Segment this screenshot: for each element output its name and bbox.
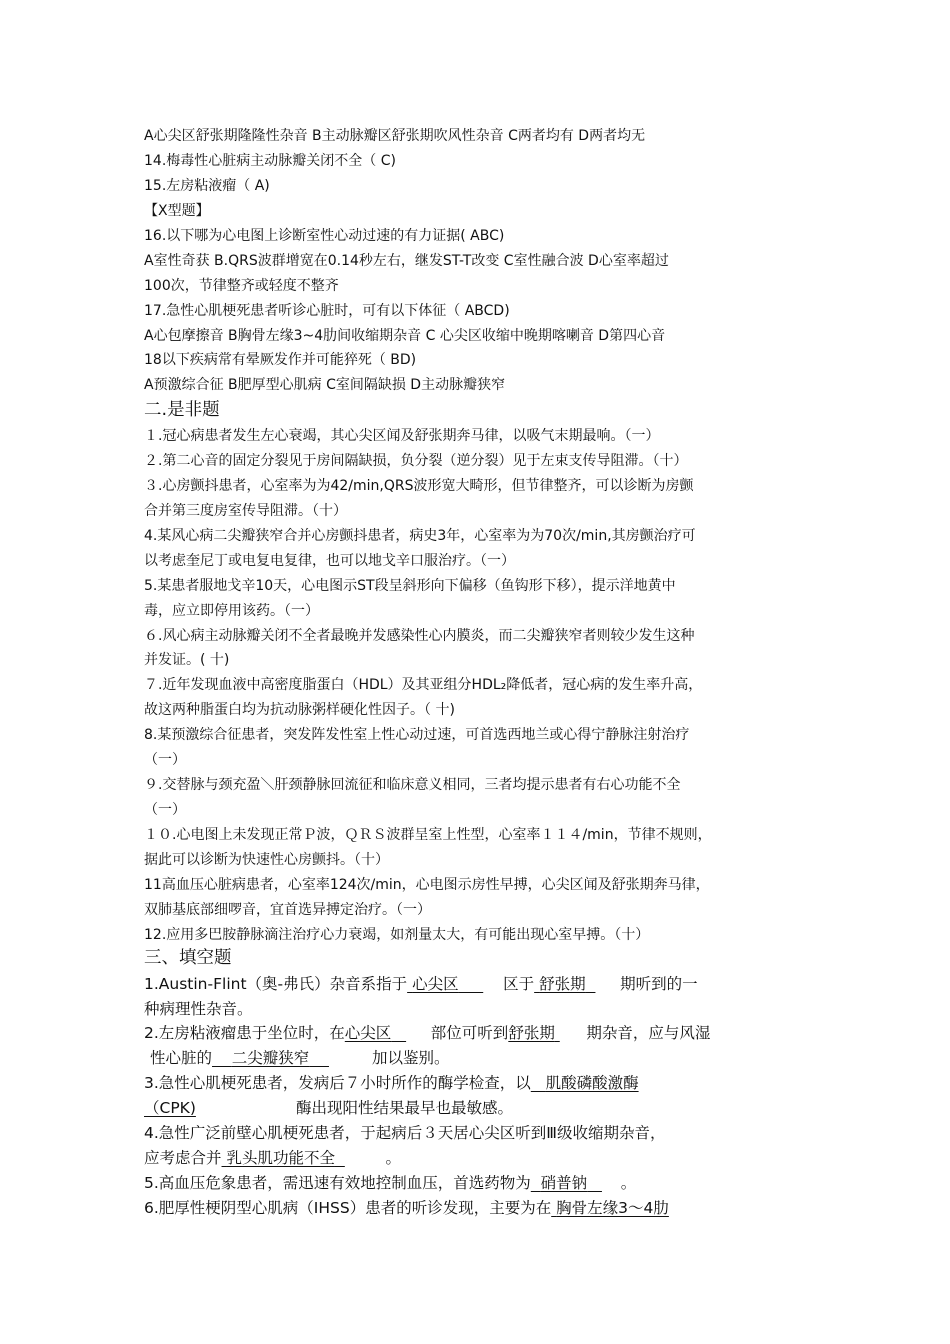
tf-line: 毒，应立即停用该药。（一） (144, 603, 319, 619)
fill-q6: 6.肥厚性梗阴型心肌病（IHSS）患者的听诊发现，主要为在 胸骨左缘3～4肋 (144, 1199, 669, 1217)
q14: 14.梅毒性心脏病主动脉瓣关闭不全（ C) (144, 153, 396, 169)
q17-options: A心包摩擦音 B胸骨左缘3~4肋间收缩期杂音 C 心尖区收缩中晚期喀喇音 D第四心音 (144, 328, 666, 344)
q15: 15.左房粘液瘤（ A) (144, 178, 270, 194)
fill-q3-line2: （CPK) 酶出现阳性结果最早也最敏感。 (144, 1099, 514, 1117)
tf-line: 以考虑奎尼丁或电复电复律，也可以地戈辛口服治疗。（一） (144, 553, 515, 569)
fill-q1-line2: 种病理性杂音。 (144, 1000, 253, 1018)
q16-options-line1: A室性奇获 B.QRS波群增宽在0.14秒左右，继发ST-T改变 C室性融合波 D心室率超过 (144, 253, 669, 269)
q17: 17.急性心肌梗死患者听诊心脏时，可有以下体征（ ABCD) (144, 303, 510, 319)
answer-blank: 心尖区 (344, 1024, 392, 1042)
tf-line: 8.某预激综合征患者，突发阵发性室上性心动过速，可首选西地兰或心得宁静脉注射治疗 (144, 727, 690, 743)
answer-blank: 胸骨左缘3～4肋 (556, 1199, 669, 1217)
answer-blank: 舒张期 (539, 975, 586, 993)
fill-q2-line1: 2.左房粘液瘤患于坐位时，在心尖区 部位可听到舒张期 期杂音，应与风湿 (144, 1024, 711, 1042)
tf-line: 并发证。( 十) (144, 652, 230, 668)
fill-q5: 5.高血压危象患者，需迅速有效地控制血压，首选药物为 硝普钠 。 (144, 1174, 637, 1192)
answer-blank: 肌酸磷酸激酶 (545, 1074, 639, 1092)
answer-blank: 乳头肌功能不全 (226, 1149, 335, 1167)
answer-blank: 心尖区 (412, 975, 459, 993)
q18: 18以下疾病常有晕厥发作并可能猝死（ BD) (144, 352, 417, 368)
tf-line: （一） (144, 752, 186, 768)
tf-line: ９.交替脉与颈充盈＼肝颈静脉回流征和临床意义相同，三者均提示患者有右心功能不全 (144, 777, 681, 793)
tf-header: 二.是非题 (144, 400, 220, 420)
tf-line: 据此可以诊断为快速性心房颤抖。（十） (144, 852, 389, 868)
tf-line: ２.第二心音的固定分裂见于房间隔缺损，负分裂（逆分裂）见于左束支传导阻滞。（十） (144, 453, 688, 469)
tf-line: 合并第三度房室传导阻滞。（十） (144, 503, 347, 519)
q16-options-line2: 100次，节律整齐或轻度不整齐 (144, 278, 339, 294)
x-type-header: 【X型题】 (144, 203, 210, 219)
q13-options: A心尖区舒张期隆隆性杂音 B主动脉瓣区舒张期吹风性杂音 C两者均有 D两者均无 (144, 128, 646, 144)
tf-line: 5.某患者服地戈辛10天，心电图示ST段呈斜形向下偏移（鱼钩形下移），提示洋地黄中 (144, 578, 676, 594)
tf-line: 12.应用多巴胺静脉滴注治疗心力衰竭，如剂量太大，有可能出现心室早搏。（十） (144, 927, 650, 943)
tf-line: ３.心房颤抖患者，心室率为为42/min,QRS波形宽大畸形，但节律整齐，可以诊断为房颤 (144, 478, 694, 494)
fill-q3-line1: 3.急性心肌梗死患者，发病后７小时所作的酶学检查，以 肌酸磷酸激酶 (144, 1072, 681, 1094)
tf-line: １０.心电图上未发现正常Ｐ波，ＱＲＳ波群呈室上性型，心室率１１４/min，节律不规则， (144, 827, 712, 843)
tf-line: 11高血压心脏病患者，心室率124次/min，心电图示房性早搏，心尖区闻及舒张期奔马律， (144, 877, 710, 893)
tf-line: 故这两种脂蛋白均为抗动脉粥样硬化性因子。（ 十) (144, 702, 455, 718)
tf-line: ６.风心病主动脉瓣关闭不全者最晚并发感染性心内膜炎，而二尖瓣狭窄者则较少发生这种 (144, 628, 695, 644)
tf-line: ７.近年发现血液中高密度脂蛋白（HDL）及其亚组分HDL₂降低者，冠心病的发生率升高， (144, 677, 703, 693)
tf-line: 4.某风心病二尖瓣狭窄合并心房颤抖患者，病史3年，心室率为为70次/min,其房颤治疗可 (144, 528, 696, 544)
answer-blank: 二尖瓣狭窄 (231, 1049, 310, 1067)
tf-line: （一） (144, 802, 186, 818)
answer-blank: （CPK) (144, 1099, 196, 1117)
fill-header: 三、填空题 (144, 948, 232, 968)
fill-q2-line2: 性心脏的 二尖瓣狭窄 加以鉴别。 (150, 1049, 450, 1067)
fill-q4-line2: 应考虑合并 乳头肌功能不全 。 (144, 1149, 402, 1167)
q16: 16.以下哪为心电图上诊断室性心动过速的有力证据( ABC) (144, 228, 505, 244)
q18-options: A预激综合征 B肥厚型心肌病 C室间隔缺损 D主动脉瓣狭窄 (144, 377, 506, 393)
tf-line: 双肺基底部细啰音，宜首选异搏定治疗。（一） (144, 902, 431, 918)
answer-blank: 硝普钠 (540, 1174, 588, 1192)
tf-line: １.冠心病患者发生左心衰竭，其心尖区闻及舒张期奔马律，以吸气末期最响。（一） (144, 428, 660, 444)
answer-blank: 舒张期 (508, 1024, 555, 1042)
fill-q4-line1: 4.急性广泛前壁心肌梗死患者，于起病后３天居心尖区听到Ⅲ级收缩期杂音， (144, 1124, 666, 1142)
fill-q1-line1: 1.Austin-Flint（奥-弗氏）杂音系指于 心尖区 区于 舒张期 期听到的一 (144, 975, 698, 993)
